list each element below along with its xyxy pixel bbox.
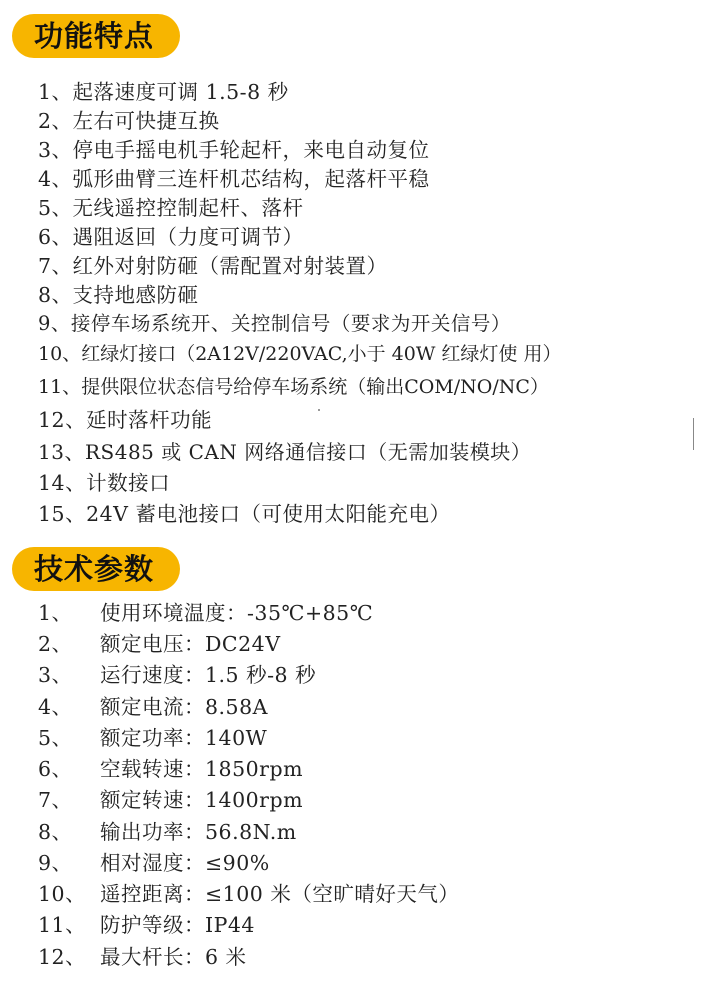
feature-num: 10、: [38, 343, 82, 365]
spec-item: [38, 599, 373, 627]
feature-item: [38, 373, 549, 401]
feature-item: [38, 281, 199, 309]
spec-item: [38, 880, 459, 908]
spec-text: 遥控距离：≤100 米（空旷晴好天气）: [100, 882, 460, 906]
spec-text: 运行速度：1.5 秒-8 秒: [100, 663, 317, 687]
spec-item: [38, 693, 268, 721]
spec-item: [38, 786, 303, 814]
feature-item: [38, 252, 388, 280]
spec-text: 最大杆长：6 米: [100, 945, 247, 969]
feature-item: [38, 136, 430, 164]
feature-text: 停电手摇电机手轮起杆，来电自动复位: [72, 138, 430, 162]
spec-num: 10、: [38, 882, 87, 906]
feature-text: RS485 或 CAN 网络通信接口（无需加装模块）: [84, 440, 532, 464]
spec-text: 额定转速：1400rpm: [100, 788, 304, 812]
feature-text: 左右可快捷互换: [72, 109, 220, 133]
feature-item: [38, 223, 304, 251]
spec-text: 使用环境温度：-35℃+85℃: [100, 601, 374, 625]
feature-text: 24V 蓄电池接口（可使用太阳能充电）: [86, 502, 451, 526]
spec-text: 输出功率：56.8N.m: [100, 820, 297, 844]
spec-num: 1、: [38, 601, 73, 625]
spec-num: 11、: [38, 913, 87, 937]
spec-num: 5、: [38, 726, 73, 750]
feature-text: 起落速度可调 1.5-8 秒: [72, 80, 289, 104]
spec-text: 额定电流：8.58A: [100, 695, 268, 719]
spec-text: 额定功率：140W: [100, 726, 268, 750]
feature-text: 支持地感防砸: [72, 283, 199, 307]
feature-num: 12、: [38, 408, 87, 432]
spec-item: [38, 943, 247, 971]
feature-text: 无线遥控控制起杆、落杆: [72, 196, 304, 220]
feature-text: 遇阻返回（力度可调节）: [72, 225, 304, 249]
feature-item: [38, 469, 170, 497]
spec-item: [38, 818, 297, 846]
spec-num: 4、: [38, 695, 73, 719]
specs-heading: 技术参数: [12, 547, 180, 591]
feature-text: 红外对射防砸（需配置对射装置）: [72, 254, 388, 278]
feature-item: [38, 165, 430, 193]
spec-num: 3、: [38, 663, 73, 687]
spec-item: [38, 755, 303, 783]
spec-item: [38, 661, 316, 689]
spec-num: 9、: [38, 851, 73, 875]
feature-item: [38, 310, 511, 338]
feature-text: 弧形曲臂三连杆机芯结构，起落杆平稳: [72, 167, 430, 191]
spec-text: 额定电压：DC24V: [100, 632, 281, 656]
feature-text: 计数接口: [86, 471, 171, 495]
feature-num: 1、: [38, 80, 73, 104]
feature-num: 11、: [38, 376, 82, 398]
feature-item: [38, 340, 561, 368]
feature-item: [38, 500, 451, 528]
feature-text: 延时落杆功能: [86, 408, 213, 432]
spec-item: [38, 724, 267, 752]
feature-text: 红绿灯接口（2A12V/220VAC,小于 40W 红绿灯使 用）: [81, 343, 562, 365]
spec-num: 6、: [38, 757, 73, 781]
spec-num: 7、: [38, 788, 73, 812]
spec-text: 空载转速：1850rpm: [100, 757, 304, 781]
stray-dot: [318, 409, 320, 411]
spec-num: 8、: [38, 820, 73, 844]
feature-text: 提供限位状态信号给停车场系统（输出COM/NO/NC）: [81, 376, 549, 398]
features-heading: 功能特点: [12, 14, 180, 58]
feature-num: 2、: [38, 109, 73, 133]
feature-item: [38, 406, 212, 434]
feature-num: 8、: [38, 283, 73, 307]
feature-num: 14、: [38, 471, 87, 495]
feature-item: [38, 107, 220, 135]
feature-num: 6、: [38, 225, 73, 249]
spec-item: [38, 849, 270, 877]
spec-text: 相对湿度：≤90%: [100, 851, 270, 875]
text-cursor-mark: [693, 418, 694, 450]
feature-item: [38, 194, 304, 222]
feature-num: 4、: [38, 167, 73, 191]
feature-item: [38, 438, 531, 466]
spec-num: 2、: [38, 632, 73, 656]
feature-item: [38, 78, 289, 106]
feature-text: 接停车场系统开、关控制信号（要求为开关信号）: [70, 312, 511, 335]
spec-num: 12、: [38, 945, 87, 969]
feature-num: 9、: [38, 312, 71, 335]
feature-num: 3、: [38, 138, 73, 162]
spec-text: 防护等级：IP44: [100, 913, 255, 937]
feature-num: 15、: [38, 502, 87, 526]
spec-item: [38, 630, 281, 658]
feature-num: 5、: [38, 196, 73, 220]
spec-item: [38, 911, 255, 939]
feature-num: 7、: [38, 254, 73, 278]
feature-num: 13、: [38, 440, 85, 464]
